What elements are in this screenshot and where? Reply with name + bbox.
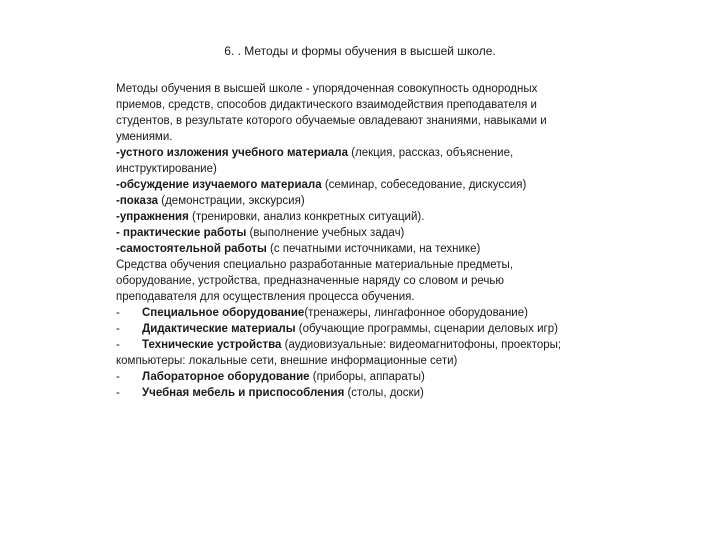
slide-body <box>116 81 616 401</box>
list-dash: - <box>116 387 120 399</box>
method-examples: (с печатными источниками, на технике) <box>266 243 481 255</box>
means-item-continuation: компьютеры: локальные сети, внешние информационные сети) <box>116 355 458 367</box>
means-examples: (аудиовизуальные: видеомагнитофоны, проекторы; <box>281 339 562 351</box>
list-dash: - <box>116 371 120 383</box>
list-dash: - <box>116 323 120 335</box>
list-dash: - <box>116 307 120 319</box>
method-examples: (лекция, рассказ, объяснение, <box>348 147 514 159</box>
method-item-continuation: инструктирование) <box>116 163 217 175</box>
means-examples: (столы, доски) <box>344 387 424 399</box>
intro-line: студентов, в результате которого обучаемые овладевают знаниями, навыками и <box>116 115 547 127</box>
method-item <box>116 177 616 193</box>
means-name: Учебная мебель и приспособления <box>142 387 345 399</box>
method-name: -упражнения <box>116 211 189 223</box>
method-item <box>116 193 616 209</box>
method-item <box>116 225 616 241</box>
means-name: Дидактические материалы <box>142 323 296 335</box>
means-intro-line: оборудование, устройства, предназначенные наряду со словом и речью <box>116 275 504 287</box>
slide-title: 6. . Методы и формы обучения в высшей школе. <box>224 44 496 58</box>
means-intro-line: Средства обучения специально разработанные материальные предметы, <box>116 259 514 271</box>
means-item <box>116 337 616 353</box>
method-name: -устного изложения учебного материала <box>116 147 348 159</box>
means-name: Лабораторное оборудование <box>142 371 310 383</box>
intro-line: Методы обучения в высшей школе - упорядоченная совокупность однородных <box>116 83 538 95</box>
method-examples: (тренировки, анализ конкретных ситуаций). <box>188 211 425 223</box>
method-item <box>116 145 616 161</box>
method-name: -самостоятельной работы <box>116 243 267 255</box>
method-examples: (демонстрации, экскурсия) <box>158 195 305 207</box>
means-name: Технические устройства <box>142 339 282 351</box>
method-name: -обсуждение изучаемого материала <box>116 179 322 191</box>
method-examples: (выполнение учебных задач) <box>246 227 405 239</box>
means-item <box>116 369 616 385</box>
means-name: Специальное оборудование <box>142 307 305 319</box>
means-examples: (приборы, аппараты) <box>309 371 425 383</box>
means-item <box>116 385 616 401</box>
method-item <box>116 241 616 257</box>
method-name: -показа <box>116 195 159 207</box>
intro-line: приемов, средств, способов дидактического взаимодействия преподавателя и <box>116 99 537 111</box>
means-examples: (тренажеры, лингафонное оборудование) <box>304 307 528 319</box>
means-item <box>116 305 616 321</box>
method-item <box>116 209 616 225</box>
means-examples: (обучающие программы, сценарии деловых игр) <box>295 323 558 335</box>
list-dash: - <box>116 339 120 351</box>
method-examples: (семинар, собеседование, дискуссия) <box>321 179 527 191</box>
intro-line: умениями. <box>116 131 173 143</box>
means-intro-line: преподавателя для осуществления процесса обучения. <box>116 291 415 303</box>
method-name: - практические работы <box>116 227 247 239</box>
means-item <box>116 321 616 337</box>
